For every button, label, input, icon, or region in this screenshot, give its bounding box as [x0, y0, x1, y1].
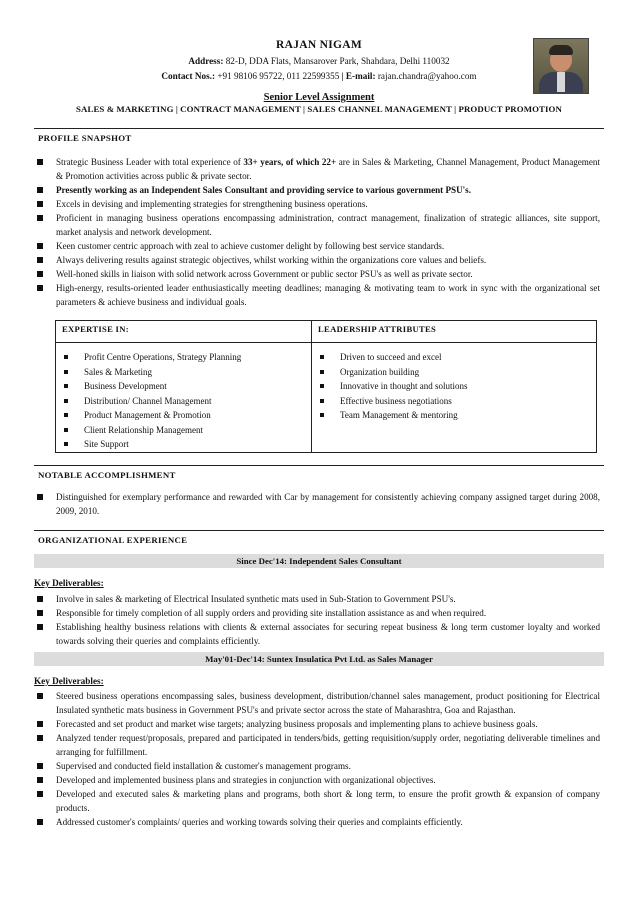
list-item: Site Support: [56, 437, 311, 452]
job-title: Since Dec'14: Independent Sales Consultant: [236, 556, 402, 566]
profile-heading: PROFILE SNAPSHOT: [38, 133, 132, 143]
leadership-column: [312, 321, 597, 453]
list-item: Strategic Business Leader with total experience of 33+ years, of which 22+ are in Sales & Marketing, Channel Management, Product Management & Promotion activities across public & private sector.: [34, 155, 600, 183]
list-item: Steered business operations encompassing sales, business development, distribution/channel sales management, product positioning for Electrical Insulated synthetic mats business in Government PSU's and private sector across the state of Maharashtra, Goa and Rajasthan.: [34, 689, 600, 717]
list-item: Driven to succeed and excel: [312, 350, 596, 365]
list-item: Always delivering results against strategic objectives, whilst working within the organizations core values and beliefs.: [34, 253, 600, 267]
divider: [34, 128, 604, 129]
list-item: Organization building: [312, 365, 596, 380]
deliverables-label: Key Deliverables:: [34, 578, 104, 588]
list-item: Presently working as an Independent Sales Consultant and providing service to various government PSU's.: [34, 183, 600, 197]
candidate-name: RAJAN NIGAM: [275, 39, 363, 51]
list-item: Analyzed tender request/proposals, prepared and participated in tenders/bids, getting requisition/supply order, negotiating deliverable timelines and arranging for fulfillment.: [34, 731, 600, 759]
list-item: Client Relationship Management: [56, 423, 311, 438]
job-title: May'01-Dec'14: Suntex Insulatica Pvt Ltd. as Sales Manager: [205, 654, 433, 664]
divider: [34, 465, 604, 466]
list-item: Forecasted and set product and market wise targets; analyzing business proposals and implementing plans to achieve business goals.: [34, 717, 600, 731]
list-item: Developed and implemented business plans and strategies in conjunction with organizational objectives.: [34, 773, 600, 787]
list-item: Responsible for timely completion of all supply orders and providing site installation assistance as and when required.: [34, 606, 600, 620]
resume-title: Senior Level Assignment: [263, 92, 375, 103]
address-label: Address:: [188, 56, 224, 66]
job-deliverables-list: [34, 592, 600, 648]
list-item: Establishing healthy business relations with clients & external associates for securing repeat business & long term customer loyalty and worked towards solving their queries and complaints efficiently.: [34, 620, 600, 648]
profile-list: [34, 155, 600, 309]
list-item: Team Management & mentoring: [312, 408, 596, 423]
accomplishment-heading: NOTABLE ACCOMPLISHMENT: [38, 470, 176, 480]
skills-table: [55, 320, 597, 453]
list-item: Developed and executed sales & marketing plans and programs, both short & long term, to ensure the profit growth & expansion of company products.: [34, 787, 600, 815]
list-item: Involve in sales & marketing of Electrical Insulated synthetic mats used in Sub-Station to Government PSU's.: [34, 592, 600, 606]
accomplishment-list: [34, 490, 600, 518]
list-item: Excels in devising and implementing strategies for strengthening business operations.: [34, 197, 600, 211]
list-item: High-energy, results-oriented leader enthusiastically meeting deadlines; managing & motivating team to work in sync with the organizational set parameters & achieve business and individual goals.: [34, 281, 600, 309]
list-item: Proficient in managing business operations encompassing administration, contract management, finalization of strategic alliances, site support, market analysis and network development.: [34, 211, 600, 239]
list-item: Supervised and conducted field installation & customer's management programs.: [34, 759, 600, 773]
list-item: Innovative in thought and solutions: [312, 379, 596, 394]
list-item: Product Management & Promotion: [56, 408, 311, 423]
profile-photo: [533, 38, 589, 94]
job-deliverables-list: [34, 689, 600, 829]
deliverables-label: Key Deliverables:: [34, 676, 104, 686]
expertise-heading: EXPERTISE IN:: [56, 321, 311, 343]
divider: [34, 530, 604, 531]
contact-value: +91 98106 95722, 011 22599355: [217, 71, 340, 81]
list-item: Addressed customer's complaints/ queries and working towards solving their queries and complaints efficiently.: [34, 815, 600, 829]
list-item: Effective business negotiations: [312, 394, 596, 409]
list-item: Business Development: [56, 379, 311, 394]
list-item: Well-honed skills in liaison with solid network across Government or public sector PSU's as well as private sector.: [34, 267, 600, 281]
address-value: 82-D, DDA Flats, Mansarover Park, Shahdara, Delhi 110032: [225, 56, 450, 66]
expertise-list: [56, 350, 311, 452]
list-item: Profit Centre Operations, Strategy Planning: [56, 350, 311, 365]
list-item: Sales & Marketing: [56, 365, 311, 380]
leadership-heading: LEADERSHIP ATTRIBUTES: [312, 321, 596, 343]
contact-label: Contact Nos.:: [161, 71, 216, 81]
list-item: Keen customer centric approach with zeal to achieve customer delight by following best service standards.: [34, 239, 600, 253]
email-label: | E-mail:: [341, 71, 376, 81]
list-item: Distribution/ Channel Management: [56, 394, 311, 409]
list-item: Distinguished for exemplary performance and rewarded with Car by management for consistently achieving company assigned target during 2008, 2009, 2010.: [34, 490, 600, 518]
resume-subtitle: SALES & MARKETING | CONTRACT MANAGEMENT | SALES CHANNEL MANAGEMENT | PRODUCT PROMOTION: [76, 104, 562, 114]
leadership-list: [312, 350, 596, 423]
email-value[interactable]: rajan.chandra@yahoo.com: [377, 71, 477, 81]
experience-heading: ORGANIZATIONAL EXPERIENCE: [38, 535, 188, 545]
expertise-column: [56, 321, 312, 453]
